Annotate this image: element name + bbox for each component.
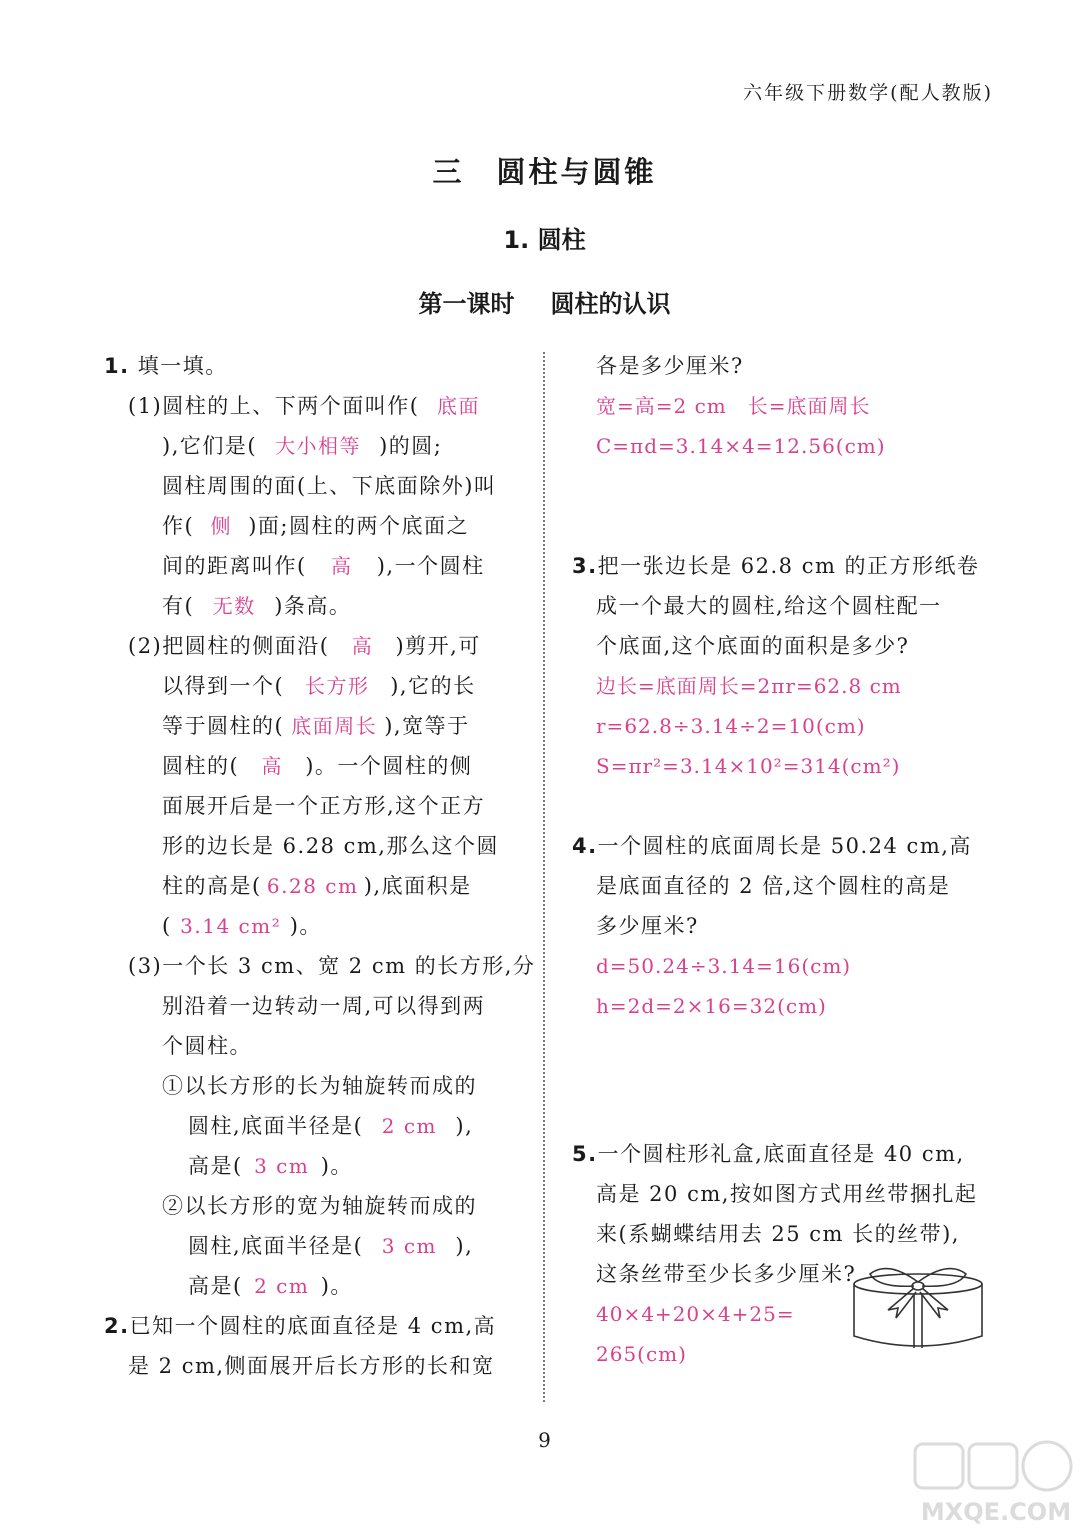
q2-line2: 是 2 cm,侧面展开后长方形的长和宽 xyxy=(128,1354,495,1378)
q3-line1: 3.把一张边长是 62.8 cm 的正方形纸卷 xyxy=(572,554,980,578)
q4-answer-1: d=50.24÷3.14=16(cm) xyxy=(596,954,852,978)
q2-line3: 各是多少厘米? xyxy=(596,354,744,378)
q1-p3-line2: 别沿着一边转动一周,可以得到两 xyxy=(162,994,486,1018)
q1-p2-line2: 以得到一个( 长方形 ),它的长 xyxy=(104,666,524,706)
answer-blank: 侧 xyxy=(210,514,232,538)
gift-box-illustration xyxy=(848,1264,988,1350)
q1-p3-sub1-line1: ①以长方形的长为轴旋转而成的 xyxy=(162,1074,477,1098)
q5-line1: 5.一个圆柱形礼盒,底面直径是 40 cm, xyxy=(572,1142,965,1166)
q1-p3-sub2-line2: 圆柱,底面半径是( 3 cm ), xyxy=(104,1226,524,1266)
lesson-title xyxy=(0,284,1089,319)
q5-line3: 来(系蝴蝶结用去 25 cm 长的丝带), xyxy=(596,1222,960,1246)
section-title: 1. 圆柱 xyxy=(503,226,586,254)
q1-p3-sub1-line3: 高是( 3 cm )。 xyxy=(104,1146,524,1186)
q1-p1-line3: 圆柱周围的面(上、下底面除外)叫 xyxy=(162,474,497,498)
q4-line2: 是底面直径的 2 倍,这个圆柱的高是 xyxy=(596,874,951,898)
q4-line3: 多少厘米? xyxy=(596,914,699,938)
q1-p3-line1: (3)一个长 3 cm、宽 2 cm 的长方形,分 xyxy=(128,954,536,978)
q1-p1-line4: 作( 侧 )面;圆柱的两个底面之 xyxy=(104,506,524,546)
answer-blank: 长方形 xyxy=(304,674,370,698)
q1-p1-line5: 间的距离叫作( 高 ),一个圆柱 xyxy=(104,546,524,586)
answer-blank: 高 xyxy=(330,554,353,578)
q1-p1-line1: (1)圆柱的上、下两个面叫作( 底面 xyxy=(104,386,524,426)
answer-blank: 6.28 cm xyxy=(266,874,359,898)
q1-p2-line1: (2)把圆柱的侧面沿( 高 )剪开,可 xyxy=(104,626,524,666)
q1-p2-line5: 面展开后是一个正方形,这个正方 xyxy=(162,794,486,818)
q1-p2-line7: 柱的高是( 6.28 cm ),底面积是 xyxy=(104,866,524,906)
answer-blank: 底面 xyxy=(436,394,480,418)
lesson-name: 圆柱的认识 xyxy=(550,290,671,318)
answer-blank: 2 cm xyxy=(381,1114,437,1138)
q3-answer-2: r=62.8÷3.14÷2=10(cm) xyxy=(596,714,866,738)
chapter-title: 三 圆柱与圆锥 xyxy=(432,155,657,189)
q1-p3-sub1-line2: 圆柱,底面半径是( 2 cm ), xyxy=(104,1106,524,1146)
q1-p3-sub2-line3: 高是( 2 cm )。 xyxy=(104,1266,524,1306)
q1-p3-line3: 个圆柱。 xyxy=(162,1034,252,1058)
spacer xyxy=(572,1026,992,1106)
q3-answer-1: 边长=底面周长=2πr=62.8 cm xyxy=(596,674,902,698)
q4-line1: 4.一个圆柱的底面周长是 50.24 cm,高 xyxy=(572,834,972,858)
q5-answer-2: 265(cm) xyxy=(596,1342,687,1366)
svg-text:MXQE.COM: MXQE.COM xyxy=(920,1498,1072,1526)
answer-blank: 底面周长 xyxy=(291,714,378,738)
q2-answer-1: 宽=高=2 cm 长=底面周长 xyxy=(596,394,871,418)
answer-blank: 大小相等 xyxy=(275,434,362,458)
q4-answer-2: h=2d=2×16=32(cm) xyxy=(596,994,827,1018)
q3-line2: 成一个最大的圆柱,给这个圆柱配一 xyxy=(596,594,942,618)
column-divider xyxy=(543,352,545,1402)
q5-line2: 高是 20 cm,按如图方式用丝带捆扎起 xyxy=(596,1182,978,1206)
q1-p2-line6: 形的边长是 6.28 cm,那么这个圆 xyxy=(162,834,499,858)
answer-blank: 无数 xyxy=(212,594,256,618)
q1-p2-line8: ( 3.14 cm² )。 xyxy=(104,906,524,946)
answer-blank: 2 cm xyxy=(254,1274,310,1298)
q3-line3: 个底面,这个底面的面积是多少? xyxy=(596,634,910,658)
q3-answer-3: S=πr²=3.14×10²=314(cm²) xyxy=(596,754,901,778)
q1-p1-line6: 有( 无数 )条高。 xyxy=(104,586,524,626)
q1-p3-sub2-line1: ②以长方形的宽为轴旋转而成的 xyxy=(162,1194,477,1218)
spacer xyxy=(572,786,992,826)
page-number: 9 xyxy=(538,1428,551,1452)
lesson-number: 第一课时 xyxy=(418,290,515,318)
q1-p1-line2: ),它们是( 大小相等 )的圆; xyxy=(104,426,524,466)
q1-p2-line4: 圆柱的( 高 )。一个圆柱的侧 xyxy=(104,746,524,786)
spacer xyxy=(572,1106,992,1134)
left-column xyxy=(104,346,536,1386)
answer-blank: 高 xyxy=(261,754,283,778)
q1-p2-line3: 等于圆柱的( 底面周长 ),宽等于 xyxy=(104,706,524,746)
right-column xyxy=(572,346,992,1374)
answer-blank: 高 xyxy=(351,634,374,658)
q1-heading: 1. 填一填。 xyxy=(104,354,228,378)
q2-line1: 2.已知一个圆柱的底面直径是 4 cm,高 xyxy=(104,1314,497,1338)
q5-line4: 这条丝带至少长多少厘米? xyxy=(596,1262,857,1286)
answer-blank: 3.14 cm² xyxy=(180,914,282,938)
answer-blank: 3 cm xyxy=(381,1234,437,1258)
page-header: 六年级下册数学(配人教版) xyxy=(743,82,993,104)
spacer xyxy=(572,466,992,546)
answer-blank: 3 cm xyxy=(254,1154,310,1178)
watermark-logo xyxy=(911,1438,1081,1530)
q2-answer-2: C=πd=3.14×4=12.56(cm) xyxy=(596,434,886,458)
q5-answer-1: 40×4+20×4+25= xyxy=(596,1302,795,1326)
